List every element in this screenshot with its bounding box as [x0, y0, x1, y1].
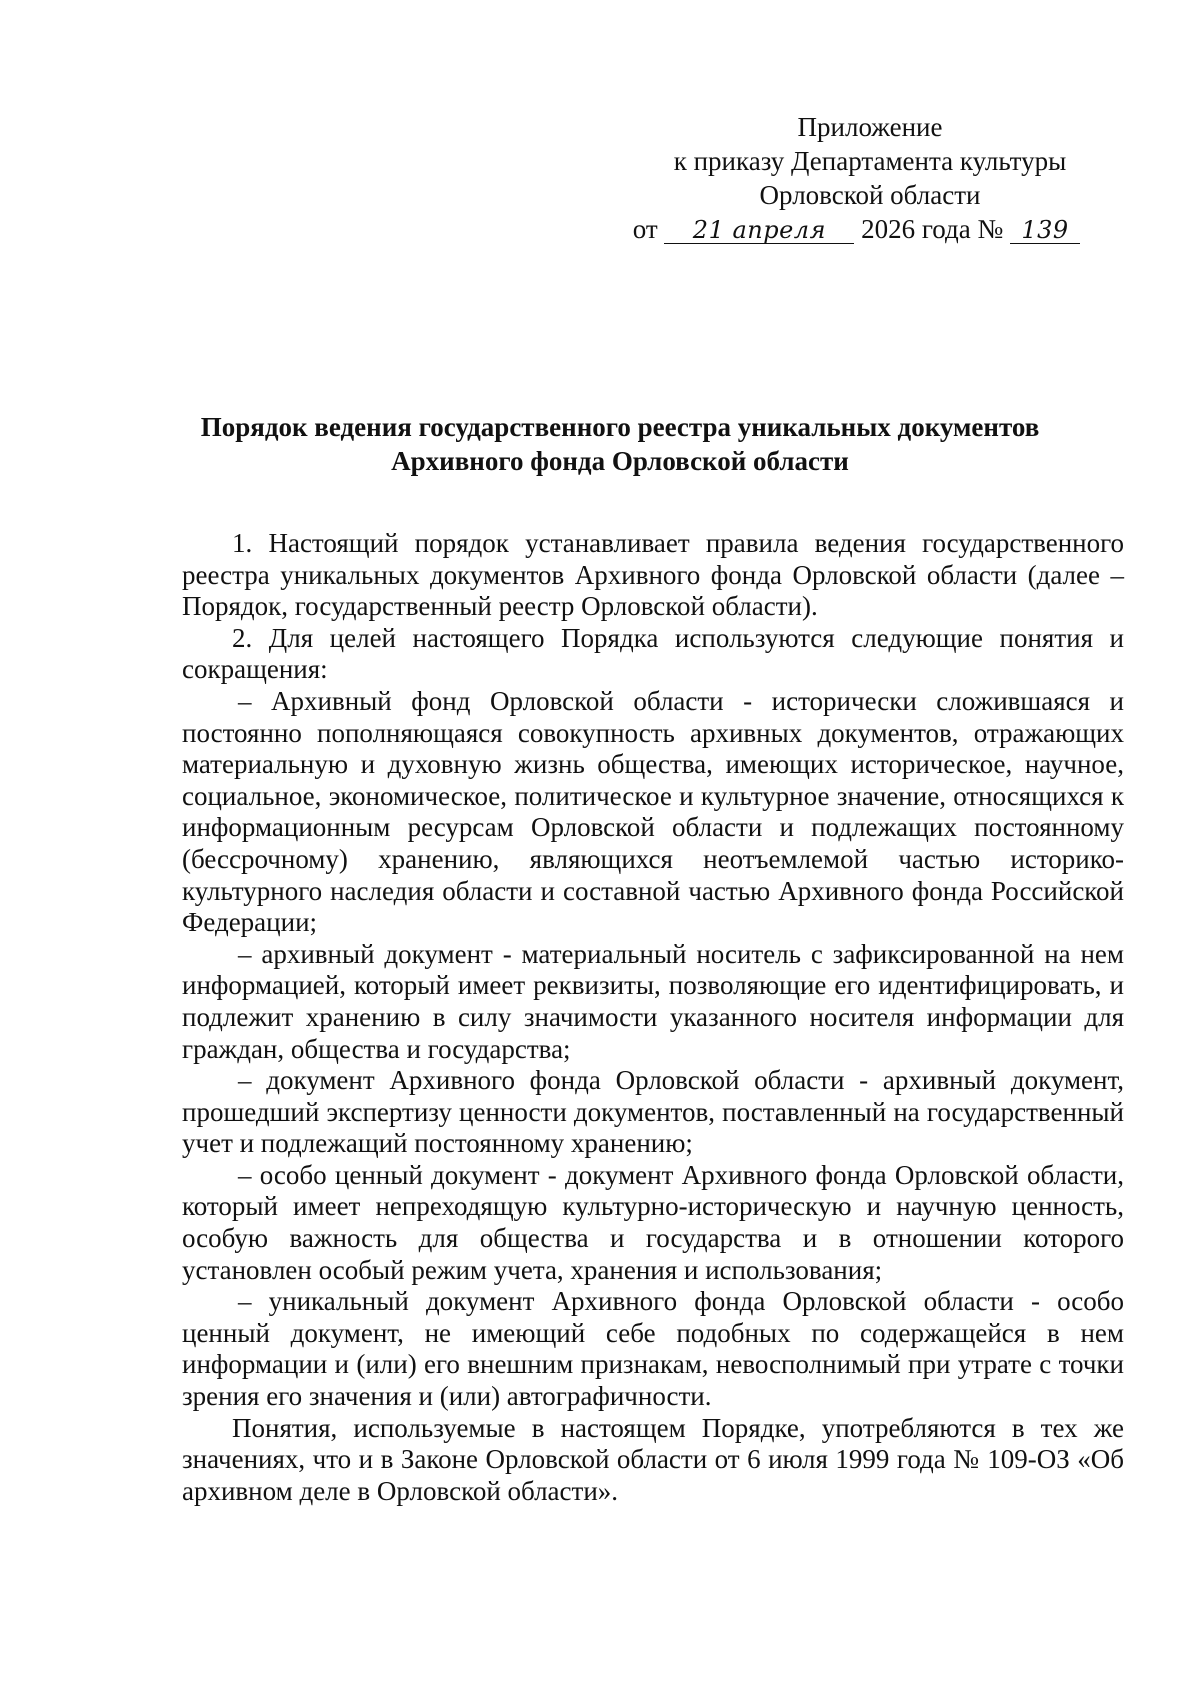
definition-archive-fund: – Архивный фонд Орловской области - исторически сложившаяся и постоянно пополняющаяся совокупность архивных документов, отражающих материальную и духовную жизнь общества, имеющих историческое, научное, социальное, экономическое, политическое и культурное значение, относящихся к информационным ресурсам Орловской области и подлежащих постоянному (бессрочному) хранению, являющихся неотъемлемой частью историко-культурного наследия области и составной частью Архивного фонда Российской Федерации;	[182, 685, 1124, 938]
paragraph-1: 1. Настоящий порядок устанавливает правила ведения государственного реестра уникальных документов Архивного фонда Орловской области (далее – Порядок, государственный реестр Орловской области).	[182, 528, 1124, 622]
title-line-1: Порядок ведения государственного реестра уникальных документов	[200, 412, 1040, 442]
handwritten-number: 139	[1010, 217, 1080, 244]
document-title	[150, 410, 1090, 478]
date-suffix: 2026 года №	[861, 214, 1004, 244]
definition-archive-document: – архивный документ - материальный носитель с зафиксированной на нем информацией, который имеет реквизиты, позволяющие его идентифицировать, и подлежит хранению в силу значимости указанного носителя информации для граждан, общества и государства;	[182, 938, 1124, 1064]
appendix-order-ref: к приказу Департамента культуры	[673, 146, 1067, 176]
document-body	[182, 528, 1124, 1507]
title-line-2: Архивного фонда Орловской области	[391, 446, 849, 476]
date-prefix: от	[632, 214, 658, 244]
appendix-date-line	[600, 212, 1140, 246]
appendix-region: Орловской области	[759, 180, 981, 210]
handwritten-date: 21 апреля	[664, 217, 854, 244]
paragraph-2: 2. Для целей настоящего Порядка используются следующие понятия и сокращения:	[182, 622, 1124, 685]
paragraph-concepts: Понятия, используемые в настоящем Порядке, употребляются в тех же значениях, что и в Законе Орловской области от 6 июля 1999 года № 109-ОЗ «Об архивном деле в Орловской области».	[182, 1412, 1124, 1506]
definition-unique-document: – уникальный документ Архивного фонда Орловской области - особо ценный документ, не имеющий себе подобных по содержащейся в нем информации и (или) его внешним признакам, невосполнимый при утрате с точки зрения его значения и (или) автографичности.	[182, 1286, 1124, 1412]
appendix-label: Приложение	[797, 112, 943, 142]
definition-fund-document: – документ Архивного фонда Орловской области - архивный документ, прошедший экспертизу ценности документов, поставленный на государственный учет и подлежащий постоянному хранению;	[182, 1065, 1124, 1159]
appendix-header	[600, 110, 1140, 246]
definition-valuable-document: – особо ценный документ - документ Архивного фонда Орловской области, который имеет непреходящую культурно-историческую и научную ценность, особую важность для общества и государства и в отношении которого установлен особый режим учета, хранения и использования;	[182, 1159, 1124, 1285]
